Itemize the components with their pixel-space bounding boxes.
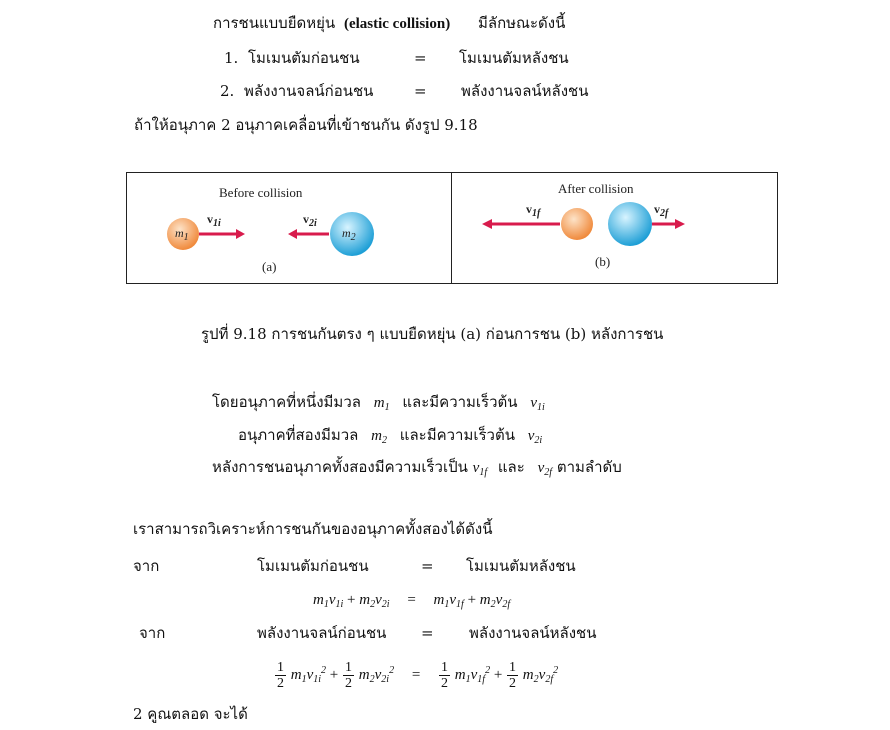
rule-1-left: โมเมนตัมก่อนชน bbox=[248, 49, 360, 67]
desc-line-2: อนุภาคที่สองมีมวล $m_2$ และมีความเร็วต้น $v_{2i}$ bbox=[238, 426, 543, 446]
v2i-label: $v_{2i}$ bbox=[303, 212, 317, 229]
before-title: Before collision bbox=[219, 185, 303, 200]
v1f-label: $v_{1f}$ bbox=[526, 202, 541, 219]
heading-thai: การชนแบบยืดหยุ่น bbox=[213, 14, 336, 32]
momentum-after: โมเมนตัมหลังชน bbox=[466, 557, 576, 575]
intro-text: ถ้าให้อนุภาค 2 อนุภาคเคลื่อนที่เข้าชนกัน ดังรูป 9.18 bbox=[134, 116, 478, 134]
from-label-1: จาก bbox=[133, 557, 160, 575]
energy-equation: $\frac{1}{2}$ $m_1v_{1i}^2$ + $\frac{1}{2}$ $m_2v_{2i}^2$ = $\frac{1}{2}$ $m_1v_{1f}^2$ + $\frac{1}{2}$ $m_2v_{2f}^2$ bbox=[277, 660, 559, 692]
rule-2-right: พลังงานจลน์หลังชน bbox=[461, 82, 589, 100]
mass2-ball-after bbox=[608, 202, 652, 246]
v1f-arrowhead bbox=[482, 219, 492, 229]
mass1-ball-after bbox=[561, 208, 593, 240]
rule-1-right: โมเมนตัมหลังชน bbox=[459, 49, 569, 67]
analysis-intro: เราสามารถวิเคราะห์การชนกันของอนุภาคทั้งสองได้ดังนี้ bbox=[133, 520, 493, 538]
v1i-arrowhead bbox=[236, 229, 245, 239]
desc-line-3: หลังการชนอนุภาคทั้งสองมีความเร็วเป็น $v_{1f}$ และ $v_{2f}$ ตามลำดับ bbox=[212, 458, 622, 478]
eq-sign-1: = bbox=[421, 557, 434, 575]
rule-2-left: พลังงานจลน์ก่อนชน bbox=[244, 82, 374, 100]
from-label-2: จาก bbox=[139, 624, 166, 642]
m1-label: $m_1$ bbox=[175, 226, 189, 243]
v2f-label: $v_{2f}$ bbox=[654, 202, 669, 219]
momentum-equation: $m_1v_{1i} + m_2v_{2i} = m_1v_{1f} + m_2v_{2f}$ bbox=[313, 592, 511, 610]
figure-caption: รูปที่ 9.18 การชนกันตรง ๆ แบบยืดหยุ่น (a) ก่อนการชน (b) หลังการชน bbox=[201, 325, 664, 343]
heading-english: (elastic collision) bbox=[343, 16, 451, 32]
v1i-label: $v_{1i}$ bbox=[207, 212, 221, 229]
desc-line-1: โดยอนุภาคที่หนึ่งมีมวล $m_1$ และมีความเร็วต้น $v_{1i}$ bbox=[212, 393, 545, 413]
rule-1-num: 1. bbox=[224, 49, 239, 67]
after-title: After collision bbox=[558, 181, 634, 196]
label-b: (b) bbox=[595, 254, 611, 269]
tail-text: 2 คูณตลอด จะได้ bbox=[133, 705, 248, 723]
heading-suffix: มีลักษณะดังนี้ bbox=[478, 14, 566, 32]
ke-before: พลังงานจลน์ก่อนชน bbox=[257, 624, 387, 642]
label-a: (a) bbox=[262, 259, 277, 274]
ke-after: พลังงานจลน์หลังชน bbox=[469, 624, 597, 642]
v2f-arrowhead bbox=[675, 219, 685, 229]
m2-label: $m_2$ bbox=[342, 226, 356, 243]
collision-figure bbox=[0, 0, 890, 300]
v2i-arrowhead bbox=[288, 229, 297, 239]
momentum-before: โมเมนตัมก่อนชน bbox=[257, 557, 369, 575]
rule-2-eq: = bbox=[414, 82, 427, 100]
rule-1-eq: = bbox=[414, 49, 427, 67]
rule-2-num: 2. bbox=[220, 82, 235, 100]
eq-sign-2: = bbox=[421, 624, 434, 642]
